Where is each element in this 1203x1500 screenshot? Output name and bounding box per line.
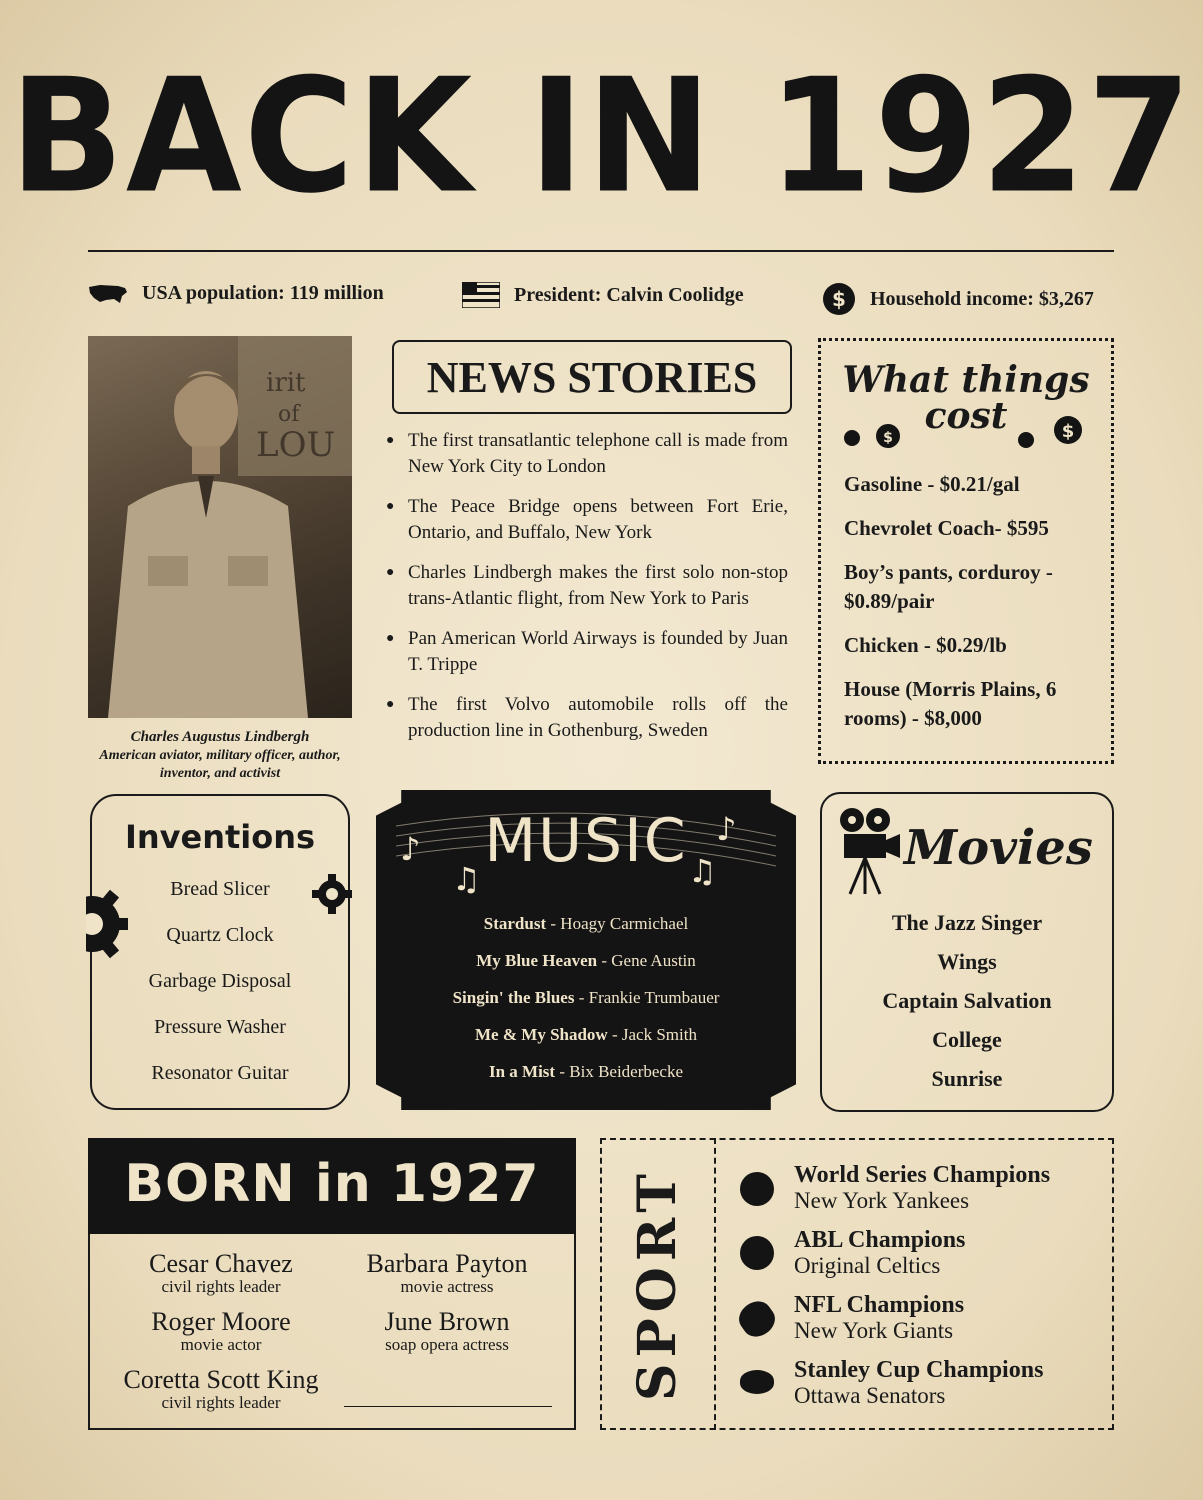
sport-title: NFL Champions bbox=[794, 1292, 965, 1318]
music-item bbox=[376, 947, 796, 984]
costs-title-line2: cost bbox=[924, 395, 1008, 437]
photo-name: Charles Augustus Lindbergh bbox=[130, 729, 310, 745]
movie-item: Captain Salvation bbox=[882, 988, 1052, 1013]
coin-icons bbox=[842, 416, 1092, 452]
svg-text:of: of bbox=[278, 402, 300, 427]
photo-caption bbox=[88, 728, 352, 783]
cost-item: House (Morris Plains, 6 rooms) - $8,000 bbox=[844, 677, 1057, 730]
person-role: civil rights leader bbox=[161, 1393, 281, 1412]
costs-title-line1: What things bbox=[842, 359, 1090, 401]
cost-item: Gasoline - $0.21/gal bbox=[844, 472, 1020, 496]
person-name: Roger Moore bbox=[151, 1307, 291, 1336]
news-list bbox=[386, 428, 788, 758]
invention-item: Quartz Clock bbox=[166, 924, 274, 946]
invention-item: Pressure Washer bbox=[154, 1016, 286, 1038]
music-note-icon: ♪ bbox=[400, 830, 421, 868]
song-artist: - Gene Austin bbox=[597, 951, 696, 970]
sport-title: ABL Champions bbox=[794, 1227, 966, 1253]
sport-winner: New York Giants bbox=[794, 1318, 954, 1343]
news-item: ● Charles Lindbergh makes the first solo non-stop trans-Atlantic flight, from New York to Paris bbox=[386, 560, 788, 612]
basketball-icon bbox=[740, 1236, 774, 1270]
born-person bbox=[98, 1366, 344, 1412]
sport-item bbox=[794, 1162, 1050, 1214]
song-artist: - Frankie Trumbauer bbox=[574, 988, 720, 1007]
sport-winner: Original Celtics bbox=[794, 1253, 941, 1278]
person-name: Barbara Payton bbox=[366, 1249, 528, 1278]
sport-divider bbox=[714, 1138, 716, 1430]
movie-item: College bbox=[932, 1027, 1002, 1052]
stat-population-text: USA population: 119 million bbox=[142, 282, 384, 304]
music-item bbox=[376, 1021, 796, 1058]
stat-income-text: Household income: $3,267 bbox=[870, 287, 1094, 310]
stat-president-text: President: Calvin Coolidge bbox=[514, 283, 744, 306]
born-person bbox=[98, 1250, 344, 1296]
stat-president bbox=[462, 282, 744, 308]
photo-description: American aviator, military officer, author, inventor, and activist bbox=[99, 748, 341, 781]
sport-item bbox=[794, 1357, 1043, 1409]
cost-item: Chevrolet Coach- $595 bbox=[844, 516, 1049, 540]
invention-item: Bread Slicer bbox=[170, 878, 270, 900]
stat-population bbox=[88, 282, 384, 305]
music-item bbox=[376, 910, 796, 947]
movie-item: Wings bbox=[937, 949, 997, 974]
svg-text:LOU: LOU bbox=[256, 425, 336, 465]
song-title: Me & My Shadow bbox=[475, 1025, 608, 1044]
flag-icon bbox=[462, 282, 500, 308]
movies-title: Movies bbox=[904, 820, 1093, 876]
song-artist: - Hoagy Carmichael bbox=[546, 914, 689, 933]
person-name: Coretta Scott King bbox=[123, 1365, 319, 1394]
music-note-icon: ♪ bbox=[716, 810, 737, 848]
sport-winner: New York Yankees bbox=[794, 1188, 970, 1213]
baseball-icon bbox=[740, 1172, 774, 1206]
sport-item bbox=[794, 1227, 965, 1279]
person-name: June Brown bbox=[384, 1307, 510, 1336]
title-divider bbox=[88, 250, 1114, 252]
sport-label-text: SPORT bbox=[626, 1167, 688, 1401]
news-item: ● The first Volvo automobile rolls off the production line in Gothenburg, Sweden bbox=[386, 692, 788, 744]
news-item: ● The Peace Bridge opens between Fort Erie, Ontario, and Buffalo, New York bbox=[386, 494, 788, 546]
music-note-icon: ♫ bbox=[688, 852, 717, 890]
movie-item: The Jazz Singer bbox=[891, 910, 1043, 935]
invention-item: Garbage Disposal bbox=[148, 970, 292, 992]
inventions-title: Inventions bbox=[124, 818, 316, 856]
usa-map-icon bbox=[88, 283, 128, 305]
music-note-icon: ♫ bbox=[452, 860, 481, 898]
person-name: Cesar Chavez bbox=[149, 1249, 293, 1278]
music-item bbox=[376, 1058, 796, 1095]
born-title: BORN in 1927 bbox=[124, 1154, 540, 1214]
person-role: movie actress bbox=[400, 1277, 494, 1296]
music-item bbox=[376, 984, 796, 1021]
film-camera-icon bbox=[836, 806, 902, 896]
born-person bbox=[330, 1308, 564, 1354]
news-item: ● The first transatlantic telephone call is made from New York City to London bbox=[386, 428, 788, 480]
cost-item: Boy’s pants, corduroy - $0.89/pair bbox=[844, 560, 1053, 613]
song-artist: - Jack Smith bbox=[607, 1025, 697, 1044]
person-role: soap opera actress bbox=[385, 1335, 509, 1354]
movie-item: Sunrise bbox=[931, 1066, 1003, 1091]
music-title: MUSIC bbox=[484, 806, 688, 876]
sport-winner: Ottawa Senators bbox=[794, 1383, 946, 1408]
sport-item bbox=[794, 1292, 964, 1344]
song-title: My Blue Heaven bbox=[476, 951, 598, 970]
born-person bbox=[98, 1308, 344, 1354]
svg-text:$: $ bbox=[883, 430, 893, 446]
born-person bbox=[330, 1250, 564, 1296]
movies-list bbox=[820, 906, 1114, 1101]
hockey-puck-icon bbox=[740, 1370, 774, 1394]
sport-title: World Series Champions bbox=[794, 1162, 1051, 1188]
song-artist: - Bix Beiderbecke bbox=[555, 1062, 684, 1081]
song-title: Stardust bbox=[483, 914, 547, 933]
dollar-icon bbox=[822, 282, 856, 316]
stat-income bbox=[822, 282, 1094, 316]
person-role: civil rights leader bbox=[161, 1277, 281, 1296]
song-title: In a Mist bbox=[488, 1062, 556, 1081]
news-item: ● Pan American World Airways is founded by Juan T. Trippe bbox=[386, 626, 788, 678]
svg-text:irit: irit bbox=[266, 368, 306, 398]
song-title: Singin' the Blues bbox=[452, 988, 575, 1007]
person-role: movie actor bbox=[180, 1335, 262, 1354]
svg-text:$: $ bbox=[832, 287, 846, 311]
costs-list bbox=[844, 470, 1100, 748]
news-heading: NEWS STORIES bbox=[392, 340, 792, 414]
sport-label bbox=[600, 1138, 714, 1430]
svg-text:$: $ bbox=[1061, 421, 1075, 442]
lindbergh-photo bbox=[88, 336, 352, 718]
page-title: BACK IN 1927 bbox=[9, 45, 1194, 229]
inventions-list bbox=[90, 874, 350, 1104]
music-list bbox=[376, 910, 796, 1095]
sport-title: Stanley Cup Champions bbox=[794, 1357, 1044, 1383]
blank-line bbox=[344, 1406, 552, 1407]
cost-item: Chicken - $0.29/lb bbox=[844, 633, 1007, 657]
invention-item: Resonator Guitar bbox=[151, 1062, 289, 1084]
